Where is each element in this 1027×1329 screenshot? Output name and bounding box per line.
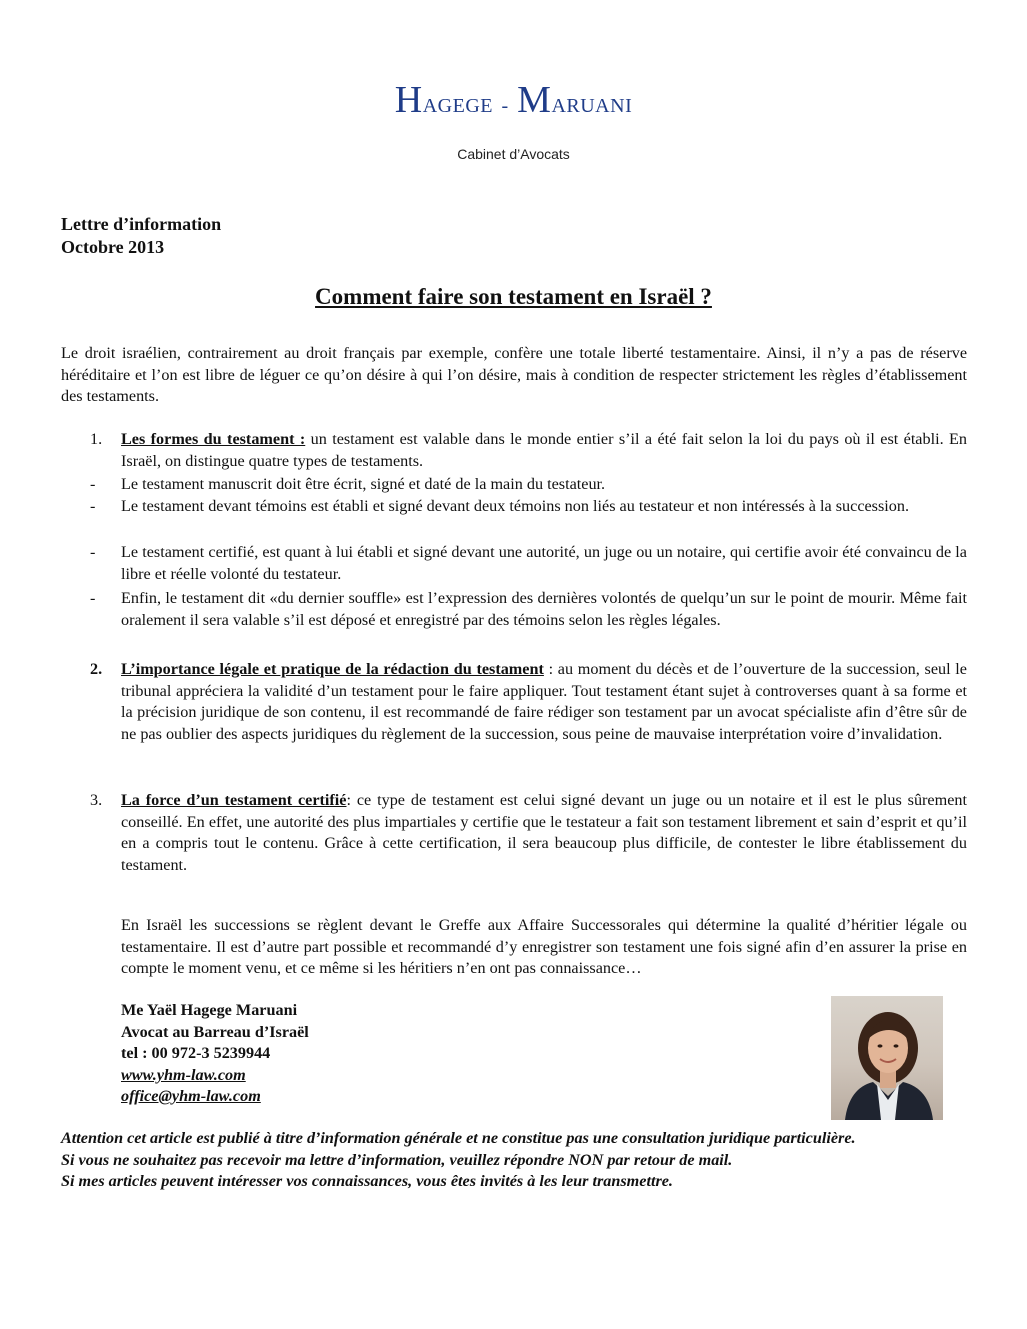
section-3-heading: La force d’un testament certifié (121, 791, 347, 809)
disclaimer-line: Attention cet article est publié à titre d’information générale et ne constitue pas une consultation juridique particulière. (61, 1129, 856, 1147)
section-1 (61, 429, 967, 472)
author-phone: tel : 00 972-3 5239944 (121, 1044, 271, 1062)
bullet-text: Le testament certifié, est quant à lui établi et signé devant une autorité, un juge ou un notaire, qui certifie avoir été convaincu de la libre et réelle volonté du testateur. (121, 543, 967, 583)
bullet-item (61, 542, 967, 585)
section-3-number: 3. (90, 791, 103, 809)
bullet-item (61, 474, 967, 496)
section-2-number: 2. (90, 660, 103, 678)
section-1-heading: Les formes du testament : (121, 430, 306, 448)
section-2-text (121, 659, 967, 745)
website-link[interactable]: www.yhm-law.com (121, 1065, 246, 1084)
section-1-number: 1. (90, 430, 103, 448)
section-1-text (121, 429, 967, 472)
newsletter-date: Octobre 2013 (61, 237, 165, 257)
firm-subtitle: Cabinet d’Avocats (457, 146, 570, 162)
bullet-marker: - (90, 543, 96, 561)
logo-initial-m: M (517, 79, 552, 121)
section-3-body: : ce type de testament est celui signé devant un juge ou un notaire et il est le plus sûrement conseillé. En effet, une autorité des plus impartiales y certifie que le testateur a fait son testament librement et sain d’esprit et qu’il en a compris tout le contenu. Grâce à cette certification, il sera beaucoup plus difficile, de contester le libre établissement du testament. (121, 791, 967, 874)
logo-separator: - (501, 95, 509, 117)
portrait-illustration (831, 996, 943, 1120)
logo-text-aruani: ARUANI (551, 95, 633, 117)
bullet-text: Le testament manuscrit doit être écrit, signé et daté de la main du testateur. (121, 475, 606, 493)
bullet-marker: - (90, 497, 96, 515)
section-3 (61, 790, 967, 876)
section-1-body: un testament est valable dans le monde entier s’il a été fait selon la loi du pays où il est établi. En Israël, on distingue quatre types de testaments. (121, 430, 967, 470)
firm-logo (0, 78, 1027, 122)
newsletter-label: Lettre d’information (61, 214, 222, 234)
logo-initial-h: H (394, 79, 423, 121)
intro-paragraph: Le droit israélien, contrairement au droit français par exemple, confère une totale liberté testamentaire. Ainsi, il n’y a pas de réserve héréditaire et l’on est libre de léguer ce qu’on désire à qui l’on désire, mais à condition de respecter strictement les règles d’établissement des testaments. (61, 344, 967, 405)
disclaimer-line: Si mes articles peuvent intéresser vos connaissances, vous êtes invités à les leur transmettre. (61, 1172, 673, 1190)
newsletter-info (61, 213, 221, 259)
signature-block (121, 1000, 309, 1108)
author-photo (831, 996, 943, 1120)
author-name: Me Yaël Hagege Maruani (121, 1001, 298, 1019)
section-2-body: : au moment du décès et de l’ouverture de la succession, seul le tribunal appréciera la validité d’un testament pour le faire appliquer. Tout testament étant sujet à controverses quant à sa forme et la précision juridique de son contenu, il est recommandé de faire rédiger son testament par un avocat spécialiste afin d’être sûr de ne pas oublier des aspects juridiques du règlement de la succession, sous peine de mauvaise interprétation voire d’invalidation. (121, 660, 967, 743)
section-2 (61, 659, 967, 745)
email-link[interactable]: office@yhm-law.com (121, 1087, 261, 1105)
article-title: Comment faire son testament en Israël ? (315, 284, 712, 309)
disclaimer (61, 1128, 981, 1193)
bullet-item (61, 588, 967, 631)
closing-paragraph: En Israël les successions se règlent devant le Greffe aux Affaire Successorales qui détermine la qualité d’héritier légale ou testamentaire. Il est d’autre part possible et recommandé d’y enregistrer son testament une fois signé afin d’en assurer la prise en compte le moment venu, et ce même si les héritiers n’en ont pas connaissance… (121, 916, 967, 977)
bullet-text: Le testament devant témoins est établi et signé devant deux témoins non liés au testateur et non intéressés à la succession. (121, 497, 910, 515)
author-role: Avocat au Barreau d’Israël (121, 1022, 309, 1041)
bullet-marker: - (90, 589, 96, 607)
logo-text-agege: AGEGE (422, 95, 493, 117)
section-2-heading: L’importance légale et pratique de la rédaction du testament (121, 660, 544, 678)
bullet-text: Enfin, le testament dit «du dernier souffle» est l’expression des dernières volontés de quelqu’un sur le point de mourir. Même fait oralement il sera valable s’il est déposé et enregistré par des témoins selon les règles légales. (121, 589, 967, 629)
section-3-text (121, 790, 967, 876)
bullet-item (61, 496, 967, 518)
bullet-marker: - (90, 475, 96, 493)
disclaimer-line: Si vous ne souhaitez pas recevoir ma lettre d’information, veuillez répondre NON par retour de mail. (61, 1150, 733, 1169)
